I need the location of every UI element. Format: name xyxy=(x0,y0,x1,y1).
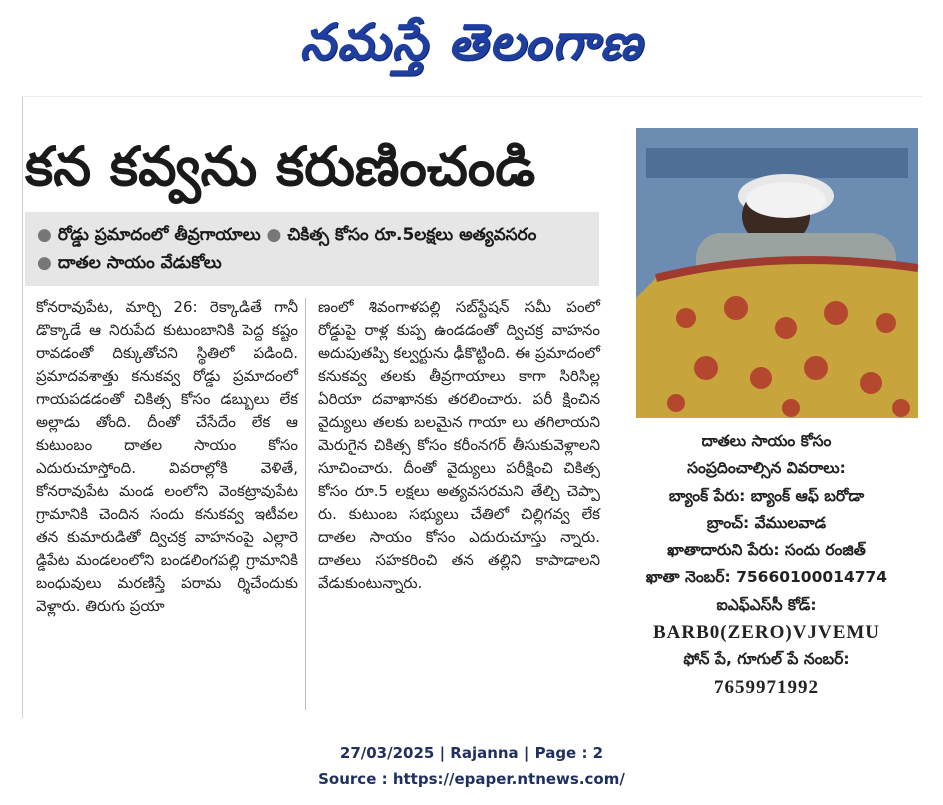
donation-heading-2: సంప్రదించాల్సిన వివరాలు: xyxy=(687,459,846,478)
frame-divider xyxy=(22,96,23,718)
bullet-icon: ● xyxy=(266,225,282,245)
frame-divider-top xyxy=(22,96,922,97)
footer-source: Source : https://epaper.ntnews.com/ xyxy=(318,770,625,788)
donation-details xyxy=(614,428,919,701)
page-footer xyxy=(0,740,943,792)
account-number: ఖాతా నెంబర్: 75660100014774 xyxy=(645,568,888,587)
article-column-2 xyxy=(318,296,600,595)
donation-heading-1: దాతలు సాయం కోసం xyxy=(701,432,832,450)
subhead-1: రోడ్డు ప్రమాదంలో తీవ్రగాయాలు xyxy=(57,225,261,245)
account-holder: ఖాతాదారుని పేరు: సందు రంజిత్ xyxy=(667,541,866,560)
bank-name: బ్యాంక్ పేరు: బ్యాంక్ ఆఫ్ బరోడా xyxy=(668,486,865,505)
article-text: ణంలో శివంగాళపల్లి సబ్‌స్టేషన్ సమీ పంలో రోడ్డుపై రాళ్ల కుప్ప ఉండడంతో ద్విచక్ర వాహనం అదుపుతప్పి కల్వర్టును ఢీకొట్టింది. ఈ ప్రమాదంలో కనుకవ్వ తలకు తీవ్రగాయాలు కాగా సిరిసిల్ల ఏరియా దవాఖానకు తరలించారు. పరీ క్షించిన వైద్యులు తలకు బలమైన గాయా లు తగిలాయని మెరుగైన చికిత్స కోసం కరీంనగర్ తీసుకువెళ్లాలని సూచించారు. దీంతో వైద్యులు పరీక్షించి చికిత్స కోసం రూ.5 లక్షలు అత్యవసరమని తేల్చి చెప్పా రు. కుటుంబ సభ్యులు చేతిలో చిల్లిగవ్వ లేక దాతల సాయం కోసం ఎదురుచూస్తు న్నారు. దాతలు సహకరించి తన తల్లిని కాపాడాలని వేడుకుంటున్నారు. xyxy=(318,298,600,592)
hospital-bed-illustration xyxy=(636,128,918,418)
ifsc-label: ఐఎఫ్ఎస్‌సీ కోడ్: xyxy=(716,595,817,614)
phone-number: 7659971992 xyxy=(714,676,819,698)
bullet-icon: ● xyxy=(37,225,52,245)
subhead-box xyxy=(25,212,599,286)
column-divider xyxy=(305,298,306,710)
branch-name: బ్రాంచ్: వేములవాడ xyxy=(706,513,827,532)
newspaper-logo: నమస్తే తెలంగాణ xyxy=(299,12,644,71)
footer-date-page: 27/03/2025 | Rajanna | Page : 2 xyxy=(339,744,604,762)
bullet-icon: ● xyxy=(37,253,52,273)
subhead-2: చికిత్స కోసం రూ.5లక్షలు అత్యవసరం xyxy=(287,225,537,245)
masthead xyxy=(0,0,943,96)
subhead-3: దాతల సాయం వేడుకోలు xyxy=(57,253,222,273)
article-text: కోనరావుపేట, మార్చి 26: రెక్కాడితే గానీ డొక్కాడే ఆ నిరుపేద కుటుంబానికి పెద్ద కష్టం రావడంతో దిక్కుతోచని స్థితిలో పడింది. ప్రమాదవశాత్తు కనుకవ్వ రోడ్డు ప్రమాదంలో గాయపడడంతో చికిత్స కోసం డబ్బులు లేక అల్లాడు తోంది. దీంతో చేసేదేం లేక ఆ కుటుంబం దాతల సాయం కోసం ఎదురుచూస్తోంది. వివరాల్లోకి వెళితే, కోనరావుపేట మండ లంలోని వెంకట్రావుపేట గ్రామానికి చెందిన సందు కనుకవ్వ ఇటీవల తన కుమారుడితో ద్విచక్ర వాహనంపై ఎల్లారె డ్డిపేట మండలంలోని బండలింగపల్లి గ్రామానికి బంధువులు మరణిస్తే పరామ ర్శిచేందుకు వెళ్లారు. తిరుగు ప్రయా xyxy=(36,298,298,615)
phone-label: ఫోన్ పే, గూగుల్ పే నంబర్: xyxy=(683,650,850,669)
ifsc-code: BARB0(ZERO)VJVEMU xyxy=(652,622,881,644)
article-column-1 xyxy=(36,296,298,618)
patient-photo xyxy=(636,128,918,418)
article-headline: కన కవ్వను కరుణించండి xyxy=(25,135,536,198)
